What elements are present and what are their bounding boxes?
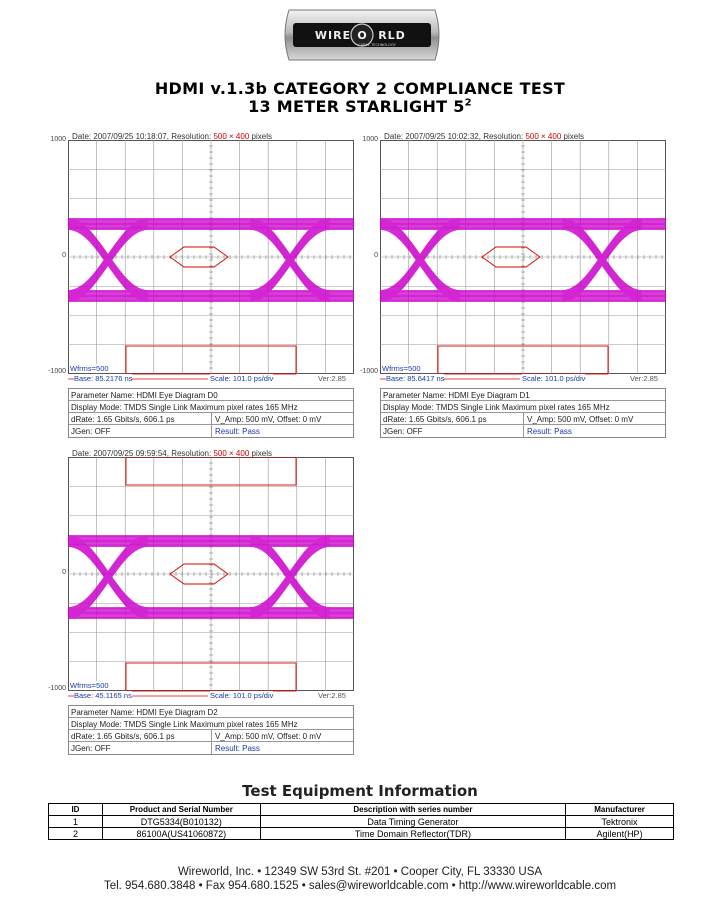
header-id: ID	[49, 804, 103, 816]
plot-readout-base: Base: 85.6417 ns	[386, 374, 445, 383]
jitter-generator: JGen: OFF	[383, 427, 423, 436]
resolution-unit: pixels	[251, 132, 272, 141]
plot-readout-ver: Ver:2.85	[630, 374, 658, 383]
parameter-name: Parameter Name: HDMI Eye Diagram D0	[71, 391, 218, 400]
y-axis-label: -1000	[360, 368, 378, 375]
title-line2-text: 13 METER STARLIGHT 5	[248, 97, 465, 116]
y-axis-label: 1000	[50, 136, 66, 143]
header-description: Description with series number	[260, 804, 565, 816]
cell-description: Data Timing Generator	[260, 816, 565, 828]
y-axis-label: -1000	[48, 685, 66, 692]
jitter-generator: JGen: OFF	[71, 427, 111, 436]
capture-date: Date: 2007/09/25 09:59:54,	[72, 449, 169, 458]
table-header-row	[49, 804, 674, 816]
data-rate: dRate: 1.65 Gbits/s, 606.1 ps	[71, 732, 175, 741]
parameter-info-box	[68, 705, 354, 755]
y-axis-label: 0	[62, 252, 66, 259]
plot-readout-ver: Ver:2.85	[318, 374, 346, 383]
display-mode: Display Mode: TMDS Single Link Maximum pixel rates 165 MHz	[71, 403, 298, 412]
footer-address: Wireworld, Inc. • 12349 SW 53rd St. #201 • Cooper City, FL 33330 USA	[177, 866, 543, 878]
table-row	[49, 828, 674, 840]
eye-diagram-plot	[380, 140, 666, 386]
data-rate: dRate: 1.65 Gbits/s, 606.1 ps	[71, 415, 175, 424]
resolution-label: Resolution:	[483, 132, 524, 141]
test-result: Result: Pass	[527, 427, 572, 436]
resolution-label: Resolution:	[171, 132, 212, 141]
y-axis-label: 0	[62, 569, 66, 576]
data-rate: dRate: 1.65 Gbits/s, 606.1 ps	[383, 415, 487, 424]
plot-readout-scale: Scale: 101.0 ps/div	[522, 374, 586, 383]
resolution-label: Resolution:	[171, 449, 212, 458]
resolution-unit: pixels	[251, 449, 272, 458]
voltage-amplitude: V_Amp: 500 mV, Offset: 0 mV	[215, 415, 322, 424]
cell-product: DTG5334(B010132)	[102, 816, 260, 828]
header-manufacturer: Manufacturer	[566, 804, 674, 816]
parameter-name: Parameter Name: HDMI Eye Diagram D2	[71, 708, 218, 717]
plot-readout-wfrms: Wfrms=500	[70, 681, 109, 690]
parameter-info-box	[380, 388, 666, 438]
voltage-amplitude: V_Amp: 500 mV, Offset: 0 mV	[215, 732, 322, 741]
footer-contact: Tel. 954.680.3848 • Fax 954.680.1525 • sales@wireworldcable.com • http://www.wireworldcable.com	[103, 880, 617, 892]
plot-readout-base: Base: 45.1165 ns	[74, 691, 132, 700]
plot-readout-wfrms: Wfrms=500	[70, 364, 109, 373]
resolution-value: 500 × 400	[213, 449, 250, 458]
resolution-value: 500 × 400	[213, 132, 250, 141]
parameter-name: Parameter Name: HDMI Eye Diagram D1	[383, 391, 530, 400]
cell-manufacturer: Agilent(HP)	[566, 828, 674, 840]
capture-date: Date: 2007/09/25 10:18:07,	[72, 132, 169, 141]
equipment-table	[48, 803, 674, 840]
logo-text-left: WIRE	[314, 29, 352, 42]
capture-date: Date: 2007/09/25 10:02:32,	[384, 132, 481, 141]
equipment-title: Test Equipment Information	[242, 782, 478, 800]
title-superscript: 2	[464, 97, 472, 109]
plot-readout-scale: Scale: 101.0 ps/div	[210, 691, 274, 700]
test-result: Result: Pass	[215, 744, 260, 753]
header-product: Product and Serial Number	[102, 804, 260, 816]
resolution-unit: pixels	[563, 132, 584, 141]
y-axis-label: 1000	[362, 136, 378, 143]
logo-subtitle: CABLE TECHNOLOGY	[358, 43, 396, 47]
voltage-amplitude: V_Amp: 500 mV, Offset: 0 mV	[527, 415, 634, 424]
page-title-line1: HDMI v.1.3b CATEGORY 2 COMPLIANCE TEST	[154, 79, 566, 98]
plot-readout-base: Base: 85.2176 ns	[74, 374, 133, 383]
eye-diagram-plot	[68, 140, 354, 386]
plot-readout-ver: Ver:2.85	[318, 691, 346, 700]
y-axis-label: 0	[374, 252, 378, 259]
cell-manufacturer: Tektronix	[566, 816, 674, 828]
logo-text-right: RLD	[378, 29, 406, 42]
logo-text-o: O	[357, 29, 367, 42]
display-mode: Display Mode: TMDS Single Link Maximum pixel rates 165 MHz	[71, 720, 298, 729]
cell-description: Time Domain Reflector(TDR)	[260, 828, 565, 840]
wireworld-logo	[277, 6, 447, 64]
display-mode: Display Mode: TMDS Single Link Maximum pixel rates 165 MHz	[383, 403, 610, 412]
cell-id: 1	[49, 816, 103, 828]
plot-readout-scale: Scale: 101.0 ps/div	[210, 374, 274, 383]
parameter-info-box	[68, 388, 354, 438]
y-axis-label: -1000	[48, 368, 66, 375]
table-row	[49, 816, 674, 828]
cell-id: 2	[49, 828, 103, 840]
jitter-generator: JGen: OFF	[71, 744, 111, 753]
test-result: Result: Pass	[215, 427, 260, 436]
plot-readout-wfrms: Wfrms=500	[382, 364, 421, 373]
cell-product: 86100A(US41060872)	[102, 828, 260, 840]
resolution-value: 500 × 400	[525, 132, 562, 141]
eye-diagram-plot	[68, 457, 354, 703]
page-title-line2	[0, 97, 720, 116]
